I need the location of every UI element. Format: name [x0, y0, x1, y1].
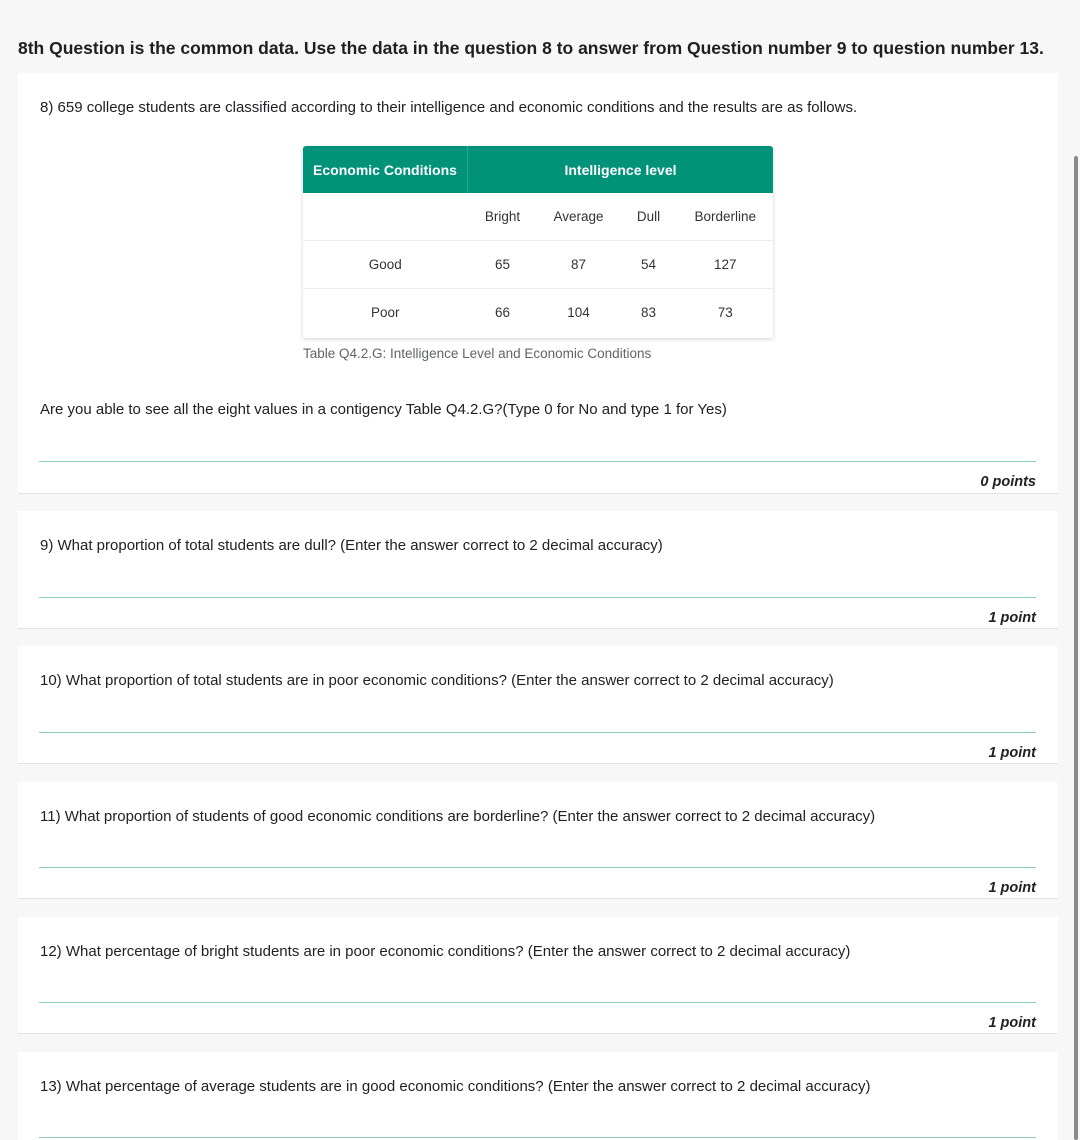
section-header: 8th Question is the common data. Use the data in the question 8 to answer from Question number 9 to question number 13. [18, 38, 1044, 58]
table-header-row [303, 146, 773, 193]
points-label: 1 point [988, 880, 1036, 896]
table-cell: 127 [678, 241, 774, 289]
table-cell: 104 [538, 289, 620, 338]
points-label: 1 point [988, 610, 1036, 626]
table-caption: Table Q4.2.G: Intelligence Level and Economic Conditions [303, 346, 652, 361]
answer-input-11[interactable] [39, 867, 1036, 868]
question-card-8 [18, 73, 1058, 494]
table-cell: 73 [678, 289, 774, 338]
table-cell: 87 [538, 241, 620, 289]
table-row [303, 289, 773, 338]
subheader-average: Average [538, 193, 620, 241]
table-cell: 54 [620, 241, 678, 289]
question-card-11 [18, 782, 1058, 899]
answer-input-9[interactable] [39, 597, 1036, 598]
answer-input-10[interactable] [39, 732, 1036, 733]
table-cell: 83 [620, 289, 678, 338]
answer-input-13[interactable] [39, 1137, 1036, 1138]
subheader-dull: Dull [620, 193, 678, 241]
question-11-text: 11) What proportion of students of good economic conditions are borderline? (Enter the answer correct to 2 decimal accuracy) [40, 808, 876, 825]
row-label-poor: Poor [303, 289, 468, 338]
question-9-text: 9) What proportion of total students are dull? (Enter the answer correct to 2 decimal accuracy) [40, 537, 663, 554]
points-label: 1 point [988, 745, 1036, 761]
answer-input-12[interactable] [39, 1002, 1036, 1003]
row-label-good: Good [303, 241, 468, 289]
table-cell: 65 [468, 241, 538, 289]
contingency-table [303, 146, 773, 338]
question-card-9 [18, 511, 1058, 629]
table-row [303, 241, 773, 289]
table-cell-empty [303, 193, 468, 241]
question-8-intro: 8) 659 college students are classified according to their intelligence and economic conditions and the results are as follows. [40, 99, 858, 116]
question-12-text: 12) What percentage of bright students are in poor economic conditions? (Enter the answer correct to 2 decimal accuracy) [40, 943, 851, 960]
question-card-12 [18, 917, 1058, 1034]
table-subheader-row [303, 193, 773, 241]
points-label: 1 point [988, 1015, 1036, 1031]
scrollbar[interactable] [1074, 156, 1078, 1140]
answer-input-8[interactable] [39, 461, 1036, 462]
subheader-borderline: Borderline [678, 193, 774, 241]
points-label: 0 points [980, 474, 1036, 490]
table-cell: 66 [468, 289, 538, 338]
header-intelligence-level: Intelligence level [468, 146, 774, 193]
question-8-text: Are you able to see all the eight values in a contigency Table Q4.2.G?(Type 0 for No and type 1 for Yes) [40, 401, 727, 418]
question-10-text: 10) What proportion of total students are in poor economic conditions? (Enter the answer correct to 2 decimal accuracy) [40, 672, 834, 689]
question-card-13 [18, 1052, 1058, 1140]
subheader-bright: Bright [468, 193, 538, 241]
header-economic-conditions: Economic Conditions [303, 146, 468, 193]
question-13-text: 13) What percentage of average students are in good economic conditions? (Enter the answer correct to 2 decimal accuracy) [40, 1078, 871, 1095]
question-card-10 [18, 646, 1058, 764]
